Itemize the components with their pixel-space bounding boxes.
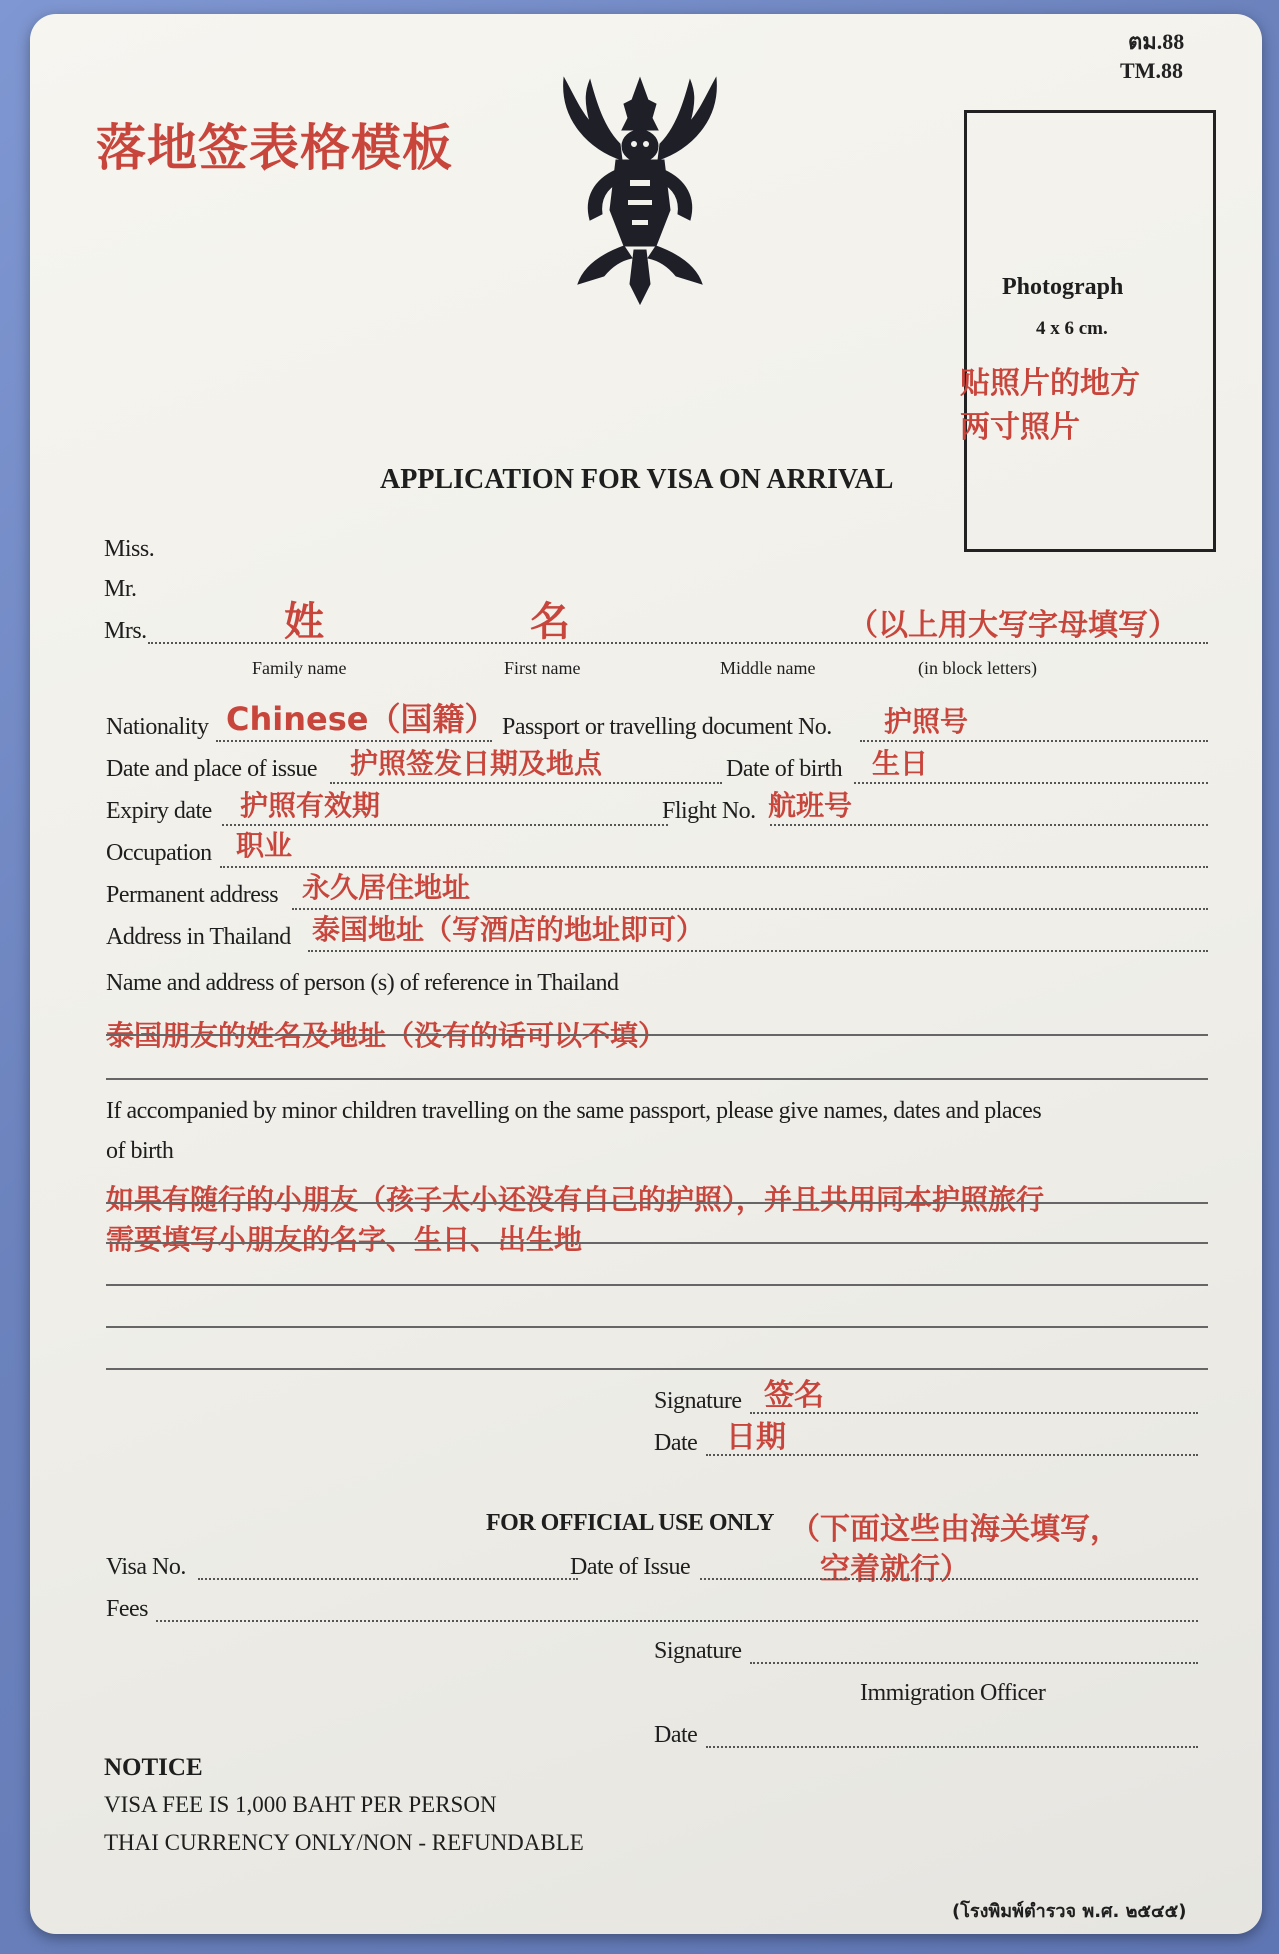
children-line-2[interactable] bbox=[106, 1242, 1208, 1244]
reference-label: Name and address of person (s) of reference in Thailand bbox=[106, 970, 619, 996]
reference-line-2[interactable] bbox=[106, 1078, 1208, 1080]
notice-title: NOTICE bbox=[104, 1754, 203, 1781]
title-miss: Miss. bbox=[104, 536, 155, 562]
title-mr: Mr. bbox=[104, 576, 137, 602]
expiry-note: 护照有效期 bbox=[240, 789, 381, 822]
dob-field[interactable] bbox=[854, 782, 1208, 784]
children-label-1: If accompanied by minor children travelling on the same passport, please give names, dates and places bbox=[106, 1098, 1042, 1124]
official-date-field[interactable] bbox=[706, 1746, 1198, 1748]
official-note-1: （下面这些由海关填写， bbox=[790, 1512, 1120, 1547]
immigration-officer-label: Immigration Officer bbox=[860, 1680, 1046, 1706]
issue-label: Date and place of issue bbox=[106, 756, 318, 782]
family-name-label: Family name bbox=[252, 658, 347, 678]
notice-line-2: THAI CURRENCY ONLY/NON - REFUNDABLE bbox=[104, 1830, 584, 1855]
block-letters-note: （以上用大写字母填写） bbox=[848, 608, 1178, 643]
visa-no-label: Visa No. bbox=[106, 1554, 186, 1580]
flight-field[interactable] bbox=[770, 824, 1208, 826]
passport-label: Passport or travelling document No. bbox=[502, 714, 832, 740]
nationality-note: Chinese（国籍） bbox=[226, 700, 497, 738]
permanent-address-note: 永久居住地址 bbox=[302, 871, 471, 904]
date-of-issue-field[interactable] bbox=[700, 1578, 1198, 1580]
official-title: FOR OFFICIAL USE ONLY bbox=[486, 1510, 774, 1536]
official-date-label: Date bbox=[654, 1722, 698, 1748]
reference-note: 泰国朋友的姓名及地址（没有的话可以不填） bbox=[106, 1019, 667, 1052]
garuda-emblem-icon bbox=[550, 70, 730, 310]
date-of-issue-label: Date of Issue bbox=[570, 1554, 691, 1580]
flight-label: Flight No. bbox=[662, 798, 756, 824]
form-code-thai: ตม.88 bbox=[1128, 29, 1185, 54]
occupation-note: 职业 bbox=[236, 829, 293, 862]
thai-address-label: Address in Thailand bbox=[106, 924, 291, 950]
photo-label: Photograph bbox=[1002, 274, 1124, 300]
permanent-address-label: Permanent address bbox=[106, 882, 279, 908]
date-label: Date bbox=[654, 1430, 698, 1456]
official-note-2: 空着就行） bbox=[820, 1552, 970, 1587]
date-note: 日期 bbox=[726, 1420, 786, 1455]
visa-no-field[interactable] bbox=[198, 1578, 578, 1580]
block-letters-label: (in block letters) bbox=[918, 658, 1037, 678]
issue-note: 护照签发日期及地点 bbox=[350, 747, 603, 780]
family-name-note: 姓 bbox=[284, 599, 324, 645]
signature-note: 签名 bbox=[764, 1378, 824, 1413]
children-line-1[interactable] bbox=[106, 1202, 1208, 1204]
occupation-label: Occupation bbox=[106, 840, 212, 866]
printer-footer: (โรงพิมพ์ตำรวจ พ.ศ. ๒๕๔๕) bbox=[952, 1901, 1187, 1922]
official-signature-label: Signature bbox=[654, 1638, 742, 1664]
template-title: 落地签表格模板 bbox=[96, 119, 453, 177]
photo-note-2: 两寸照片 bbox=[960, 410, 1080, 445]
dob-note: 生日 bbox=[872, 747, 929, 780]
children-line-5[interactable] bbox=[106, 1368, 1208, 1370]
children-line-4[interactable] bbox=[106, 1326, 1208, 1328]
nationality-label: Nationality bbox=[106, 714, 209, 740]
middle-name-label: Middle name bbox=[720, 658, 816, 678]
passport-note: 护照号 bbox=[884, 705, 969, 738]
notice-line-1: VISA FEE IS 1,000 BAHT PER PERSON bbox=[104, 1792, 497, 1817]
first-name-note: 名 bbox=[530, 599, 570, 645]
reference-line-1[interactable] bbox=[106, 1034, 1208, 1036]
form-code: TM.88 bbox=[1120, 58, 1183, 83]
fees-field[interactable] bbox=[156, 1620, 1198, 1622]
children-label-2: of birth bbox=[106, 1138, 174, 1164]
issue-field[interactable] bbox=[330, 782, 722, 784]
children-line-3[interactable] bbox=[106, 1284, 1208, 1286]
thai-address-field[interactable] bbox=[308, 950, 1208, 952]
flight-note: 航班号 bbox=[768, 789, 853, 822]
form-title: APPLICATION FOR VISA ON ARRIVAL bbox=[380, 464, 894, 495]
signature-label: Signature bbox=[654, 1388, 742, 1414]
photo-note-1: 贴照片的地方 bbox=[960, 366, 1140, 401]
photo-size: 4 x 6 cm. bbox=[1036, 318, 1108, 339]
title-mrs: Mrs. bbox=[104, 618, 147, 644]
fees-label: Fees bbox=[106, 1596, 148, 1622]
official-signature-field[interactable] bbox=[750, 1662, 1198, 1664]
visa-form-paper bbox=[30, 14, 1262, 1934]
children-note-1: 如果有随行的小朋友（孩子太小还没有自己的护照），并且共用同本护照旅行 bbox=[106, 1183, 1045, 1216]
children-note-2: 需要填写小朋友的名字、生日、出生地 bbox=[106, 1223, 583, 1256]
thai-address-note: 泰国地址（写酒店的地址即可） bbox=[312, 913, 705, 946]
dob-label: Date of birth bbox=[726, 756, 843, 782]
first-name-label: First name bbox=[504, 658, 581, 678]
expiry-label: Expiry date bbox=[106, 798, 212, 824]
